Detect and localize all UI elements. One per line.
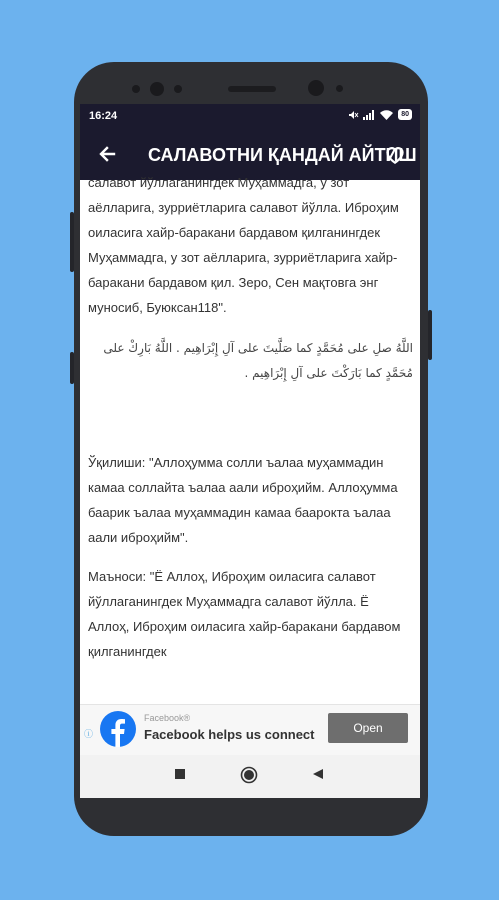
muted-icon [348,110,358,120]
ad-choices-icon[interactable]: ⓘ [84,729,94,739]
article-paragraph: Маъноси: "Ё Аллоҳ, Иброҳим оиласига салавот йўллаганингдек Муҳаммадга салавот йўлла. Ё Аллоҳ, Иброҳим оиласига хайр-баракани бардавом қилганингдек [88,569,401,659]
triangle-back-icon[interactable] [312,768,324,780]
phone-screen [80,104,420,798]
article-scroll-area[interactable] [80,175,420,730]
ad-open-button[interactable]: Open [328,713,408,743]
article-paragraph: Ўқилиши: "Аллоҳумма солли ъалаа муҳаммадин камаа соллайта ъалаа аали иброҳийм. Аллоҳумма баарик ъалаа муҳаммадин камаа баарокта ъалаа аали иброҳийм". [88,455,398,545]
ad-headline: Facebook helps us connect [144,727,315,742]
status-bar [80,104,420,128]
sensor-dot [132,85,140,93]
sensor-dot [336,85,343,92]
system-nav-bar [80,755,420,798]
heart-outline-icon[interactable] [382,141,408,167]
article-body [88,170,413,664]
square-recents-icon[interactable] [174,768,186,780]
arabic-text: اللَّهُ صلِ على مُحَمَّدٍ كما صَلَّيتَ على آلِ إِبْرَاهِيم . اللَّهُ بَارِكْ على مُحَمَّدٍ كما بَارَكْتَ على آلِ إِبْرَاهِيم . [103,341,413,380]
wifi-icon [380,110,393,120]
ad-banner[interactable] [80,704,420,755]
arrow-left-icon[interactable] [94,140,122,168]
sensor-dot [174,85,182,93]
ad-brand: Facebook® [144,713,191,723]
battery-icon: 80 [398,109,412,120]
article-paragraph: салавот йўллаганингдек Муҳаммадга, у зот аёлларига, зурриётларига салавот йўлла. Иброҳим оиласига хайр-баракани бардавом қилганингдек Муҳаммадга, у зот аёлларига, зурриётларига хайр-баракани бардавом қил. Зеро, Сен мақтовга энг муносиб, Буюксан118". [88,175,399,315]
camera-dot [150,82,164,96]
status-icons [348,109,412,120]
phone-side-button [70,352,74,384]
phone-side-button [70,212,74,272]
front-camera [308,80,324,96]
signal-icon [363,110,375,120]
facebook-logo-icon [100,711,136,747]
circle-home-icon[interactable] [240,766,258,784]
page-title: САЛАВОТНИ ҚАНДАЙ АЙТИШ [148,145,417,165]
earpiece-speaker [228,86,276,92]
phone-side-button [428,310,432,360]
status-time: 16:24 [89,110,118,122]
